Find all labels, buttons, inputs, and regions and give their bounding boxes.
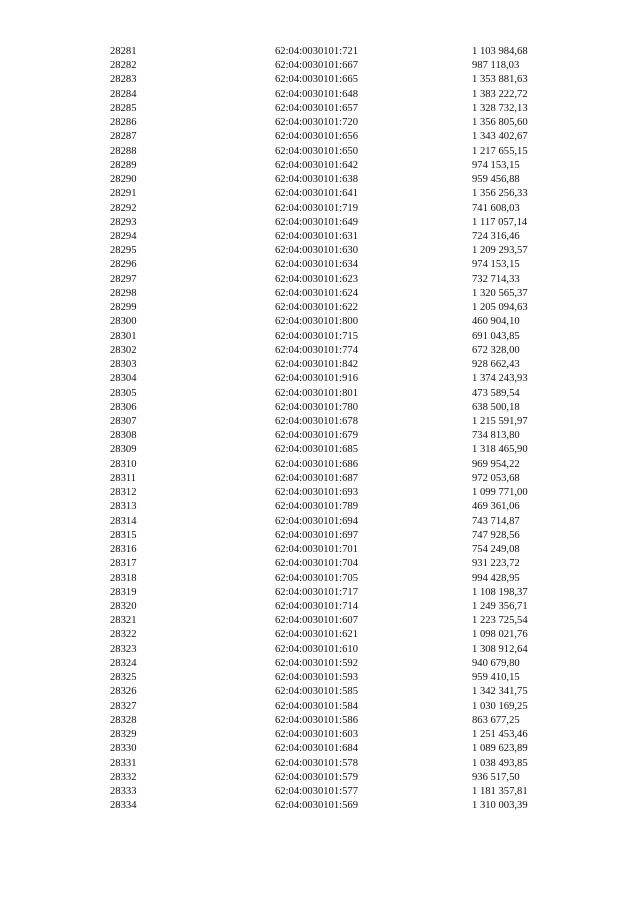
cadastral-value: 1 108 198,37 — [472, 586, 528, 598]
cadastral-number: 62:04:0030101:634 — [275, 259, 358, 271]
cadastral-value: 1 181 357,81 — [472, 785, 528, 797]
table-row — [0, 500, 640, 514]
cadastral-value: 959 410,15 — [472, 672, 520, 684]
row-number: 28323 — [110, 643, 137, 655]
cadastral-value: 969 954,22 — [472, 458, 520, 470]
table-row — [0, 415, 640, 429]
cadastral-number: 62:04:0030101:569 — [275, 800, 358, 812]
cadastral-number: 62:04:0030101:697 — [275, 529, 358, 541]
cadastral-number: 62:04:0030101:638 — [275, 174, 358, 186]
row-number: 28305 — [110, 387, 137, 399]
row-number: 28299 — [110, 302, 137, 314]
cadastral-number: 62:04:0030101:704 — [275, 558, 358, 570]
cadastral-value: 754 249,08 — [472, 544, 520, 556]
row-number: 28330 — [110, 743, 137, 755]
cadastral-value: 460 904,10 — [472, 316, 520, 328]
cadastral-value: 928 662,43 — [472, 359, 520, 371]
row-number: 28294 — [110, 230, 137, 242]
cadastral-number: 62:04:0030101:631 — [275, 230, 358, 242]
table-row — [0, 429, 640, 443]
cadastral-number: 62:04:0030101:642 — [275, 159, 358, 171]
table-row — [0, 145, 640, 159]
table-row — [0, 102, 640, 116]
cadastral-value: 1 223 725,54 — [472, 615, 528, 627]
row-number: 28302 — [110, 344, 137, 356]
table-row — [0, 600, 640, 614]
cadastral-number: 62:04:0030101:656 — [275, 131, 358, 143]
row-number: 28289 — [110, 159, 137, 171]
cadastral-number: 62:04:0030101:586 — [275, 714, 358, 726]
row-number: 28304 — [110, 373, 137, 385]
cadastral-number: 62:04:0030101:684 — [275, 743, 358, 755]
cadastral-number: 62:04:0030101:648 — [275, 88, 358, 100]
cadastral-value: 1 343 402,67 — [472, 131, 528, 143]
cadastral-number: 62:04:0030101:624 — [275, 287, 358, 299]
cadastral-value: 1 030 169,25 — [472, 700, 528, 712]
cadastral-value: 747 928,56 — [472, 529, 520, 541]
table-row — [0, 401, 640, 415]
row-number: 28317 — [110, 558, 137, 570]
cadastral-number: 62:04:0030101:685 — [275, 444, 358, 456]
cadastral-number: 62:04:0030101:610 — [275, 643, 358, 655]
cadastral-value: 1 251 453,46 — [472, 729, 528, 741]
table-row — [0, 572, 640, 586]
cadastral-number: 62:04:0030101:701 — [275, 544, 358, 556]
cadastral-number: 62:04:0030101:842 — [275, 359, 358, 371]
cadastral-value: 1 328 732,13 — [472, 102, 528, 114]
table-row — [0, 45, 640, 59]
table-row — [0, 486, 640, 500]
table-row — [0, 330, 640, 344]
row-number: 28290 — [110, 174, 137, 186]
row-number: 28297 — [110, 273, 137, 285]
cadastral-number: 62:04:0030101:593 — [275, 672, 358, 684]
row-number: 28315 — [110, 529, 137, 541]
row-number: 28307 — [110, 415, 137, 427]
table-row — [0, 116, 640, 130]
table-row — [0, 187, 640, 201]
cadastral-value: 1 374 243,93 — [472, 373, 528, 385]
cadastral-number: 62:04:0030101:801 — [275, 387, 358, 399]
row-number: 28306 — [110, 401, 137, 413]
row-number: 28326 — [110, 686, 137, 698]
row-number: 28293 — [110, 216, 137, 228]
cadastral-number: 62:04:0030101:649 — [275, 216, 358, 228]
row-number: 28310 — [110, 458, 137, 470]
table-row — [0, 614, 640, 628]
cadastral-value: 1 209 293,57 — [472, 245, 528, 257]
row-number: 28308 — [110, 430, 137, 442]
row-number: 28320 — [110, 600, 137, 612]
cadastral-value: 974 153,15 — [472, 159, 520, 171]
row-number: 28322 — [110, 629, 137, 641]
cadastral-value: 931 223,72 — [472, 558, 520, 570]
row-number: 28301 — [110, 330, 137, 342]
table-row — [0, 742, 640, 756]
cadastral-number: 62:04:0030101:720 — [275, 117, 358, 129]
table-row — [0, 728, 640, 742]
cadastral-number: 62:04:0030101:693 — [275, 487, 358, 499]
row-number: 28321 — [110, 615, 137, 627]
row-number: 28332 — [110, 771, 137, 783]
cadastral-number: 62:04:0030101:585 — [275, 686, 358, 698]
cadastral-number: 62:04:0030101:717 — [275, 586, 358, 598]
row-number: 28314 — [110, 515, 137, 527]
cadastral-value: 743 714,87 — [472, 515, 520, 527]
cadastral-number: 62:04:0030101:623 — [275, 273, 358, 285]
table-row — [0, 130, 640, 144]
cadastral-value: 469 361,06 — [472, 501, 520, 513]
row-number: 28296 — [110, 259, 137, 271]
table-row — [0, 88, 640, 102]
cadastral-value: 1 117 057,14 — [472, 216, 528, 228]
row-number: 28331 — [110, 757, 137, 769]
row-number: 28324 — [110, 657, 137, 669]
row-number: 28303 — [110, 359, 137, 371]
cadastral-number: 62:04:0030101:578 — [275, 757, 358, 769]
row-number: 28328 — [110, 714, 137, 726]
cadastral-value: 940 679,80 — [472, 657, 520, 669]
cadastral-number: 62:04:0030101:715 — [275, 330, 358, 342]
cadastral-number: 62:04:0030101:679 — [275, 430, 358, 442]
row-number: 28312 — [110, 487, 137, 499]
cadastral-number: 62:04:0030101:641 — [275, 188, 358, 200]
row-number: 28329 — [110, 729, 137, 741]
cadastral-value: 473 589,54 — [472, 387, 520, 399]
cadastral-value: 638 500,18 — [472, 401, 520, 413]
cadastral-number: 62:04:0030101:657 — [275, 102, 358, 114]
cadastral-number: 62:04:0030101:719 — [275, 202, 358, 214]
row-number: 28300 — [110, 316, 137, 328]
table-row — [0, 472, 640, 486]
table-row — [0, 258, 640, 272]
cadastral-number: 62:04:0030101:687 — [275, 472, 358, 484]
cadastral-value: 1 383 222,72 — [472, 88, 528, 100]
table-row — [0, 799, 640, 813]
row-number: 28313 — [110, 501, 137, 513]
table-row — [0, 543, 640, 557]
table-row — [0, 757, 640, 771]
cadastral-value: 974 153,15 — [472, 259, 520, 271]
cadastral-number: 62:04:0030101:665 — [275, 74, 358, 86]
cadastral-number: 62:04:0030101:714 — [275, 600, 358, 612]
row-number: 28316 — [110, 544, 137, 556]
cadastral-number: 62:04:0030101:592 — [275, 657, 358, 669]
table-row — [0, 714, 640, 728]
table-row — [0, 387, 640, 401]
table-row — [0, 628, 640, 642]
table-row — [0, 344, 640, 358]
row-number: 28282 — [110, 60, 137, 72]
table-row — [0, 301, 640, 315]
row-number: 28292 — [110, 202, 137, 214]
table-row — [0, 273, 640, 287]
cadastral-value: 987 118,03 — [472, 60, 520, 72]
cadastral-value: 732 714,33 — [472, 273, 520, 285]
cadastral-number: 62:04:0030101:721 — [275, 46, 358, 57]
row-number: 28319 — [110, 586, 137, 598]
cadastral-number: 62:04:0030101:667 — [275, 60, 358, 72]
cadastral-number: 62:04:0030101:789 — [275, 501, 358, 513]
table-row — [0, 73, 640, 87]
cadastral-value: 1 356 805,60 — [472, 117, 528, 129]
cadastral-value: 972 053,68 — [472, 472, 520, 484]
cadastral-value: 1 205 094,63 — [472, 302, 528, 314]
cadastral-number: 62:04:0030101:577 — [275, 785, 358, 797]
cadastral-value: 1 353 881,63 — [472, 74, 528, 86]
table-row — [0, 643, 640, 657]
table-row — [0, 244, 640, 258]
cadastral-value: 1 215 591,97 — [472, 415, 528, 427]
cadastral-number: 62:04:0030101:603 — [275, 729, 358, 741]
cadastral-value: 1 356 256,33 — [472, 188, 528, 200]
row-number: 28291 — [110, 188, 137, 200]
cadastral-number: 62:04:0030101:780 — [275, 401, 358, 413]
cadastral-value: 1 038 493,85 — [472, 757, 528, 769]
cadastral-number: 62:04:0030101:621 — [275, 629, 358, 641]
cadastral-number: 62:04:0030101:678 — [275, 415, 358, 427]
cadastral-value: 1 217 655,15 — [472, 145, 528, 157]
table-row — [0, 59, 640, 73]
row-number: 28318 — [110, 572, 137, 584]
cadastral-number: 62:04:0030101:686 — [275, 458, 358, 470]
table-row — [0, 785, 640, 799]
cadastral-number: 62:04:0030101:774 — [275, 344, 358, 356]
cadastral-value: 1 089 623,89 — [472, 743, 528, 755]
table-row — [0, 216, 640, 230]
cadastral-value: 1 310 003,39 — [472, 800, 528, 812]
cadastral-value: 936 517,50 — [472, 771, 520, 783]
row-number: 28298 — [110, 287, 137, 299]
table-row — [0, 372, 640, 386]
row-number: 28325 — [110, 672, 137, 684]
table-row — [0, 685, 640, 699]
table-row — [0, 443, 640, 457]
row-number: 28288 — [110, 145, 137, 157]
row-number: 28311 — [110, 472, 137, 484]
cadastral-value: 1 098 021,76 — [472, 629, 528, 641]
table-row — [0, 771, 640, 785]
table-row — [0, 287, 640, 301]
table-row — [0, 657, 640, 671]
cadastral-number: 62:04:0030101:630 — [275, 245, 358, 257]
table-row — [0, 700, 640, 714]
cadastral-value: 741 608,03 — [472, 202, 520, 214]
cadastral-value: 1 099 771,00 — [472, 487, 528, 499]
cadastral-value: 1 308 912,64 — [472, 643, 528, 655]
row-number: 28287 — [110, 131, 137, 143]
cadastral-value: 1 318 465,90 — [472, 444, 528, 456]
cadastral-value: 863 677,25 — [472, 714, 520, 726]
cadastral-number: 62:04:0030101:916 — [275, 373, 358, 385]
cadastral-value: 691 043,85 — [472, 330, 520, 342]
table-row — [0, 230, 640, 244]
row-number: 28327 — [110, 700, 137, 712]
row-number: 28309 — [110, 444, 137, 456]
row-number: 28333 — [110, 785, 137, 797]
cadastral-number: 62:04:0030101:579 — [275, 771, 358, 783]
table-row — [0, 586, 640, 600]
table-row — [0, 529, 640, 543]
cadastral-number: 62:04:0030101:800 — [275, 316, 358, 328]
cadastral-value: 1 103 984,68 — [472, 46, 528, 57]
table-row — [0, 202, 640, 216]
cadastral-number: 62:04:0030101:607 — [275, 615, 358, 627]
row-number: 28285 — [110, 102, 137, 114]
table-row — [0, 159, 640, 173]
row-number: 28334 — [110, 800, 137, 812]
cadastral-value: 1 320 565,37 — [472, 287, 528, 299]
cadastral-value: 672 328,00 — [472, 344, 520, 356]
cadastral-value: 959 456,88 — [472, 174, 520, 186]
row-number: 28283 — [110, 74, 137, 86]
cadastral-number: 62:04:0030101:705 — [275, 572, 358, 584]
table-row — [0, 315, 640, 329]
table-row — [0, 515, 640, 529]
table-row — [0, 358, 640, 372]
cadastral-value: 994 428,95 — [472, 572, 520, 584]
table-row — [0, 671, 640, 685]
table-row — [0, 458, 640, 472]
row-number: 28281 — [110, 46, 137, 57]
cadastral-number: 62:04:0030101:694 — [275, 515, 358, 527]
row-number: 28295 — [110, 245, 137, 257]
row-number: 28284 — [110, 88, 137, 100]
cadastral-value: 1 342 341,75 — [472, 686, 528, 698]
cadastral-number: 62:04:0030101:622 — [275, 302, 358, 314]
row-number: 28286 — [110, 117, 137, 129]
cadastral-value: 724 316,46 — [472, 230, 520, 242]
cadastral-number: 62:04:0030101:584 — [275, 700, 358, 712]
cadastral-value: 734 813,80 — [472, 430, 520, 442]
table-row — [0, 173, 640, 187]
table-row — [0, 557, 640, 571]
cadastral-value: 1 249 356,71 — [472, 600, 528, 612]
cadastral-number: 62:04:0030101:650 — [275, 145, 358, 157]
